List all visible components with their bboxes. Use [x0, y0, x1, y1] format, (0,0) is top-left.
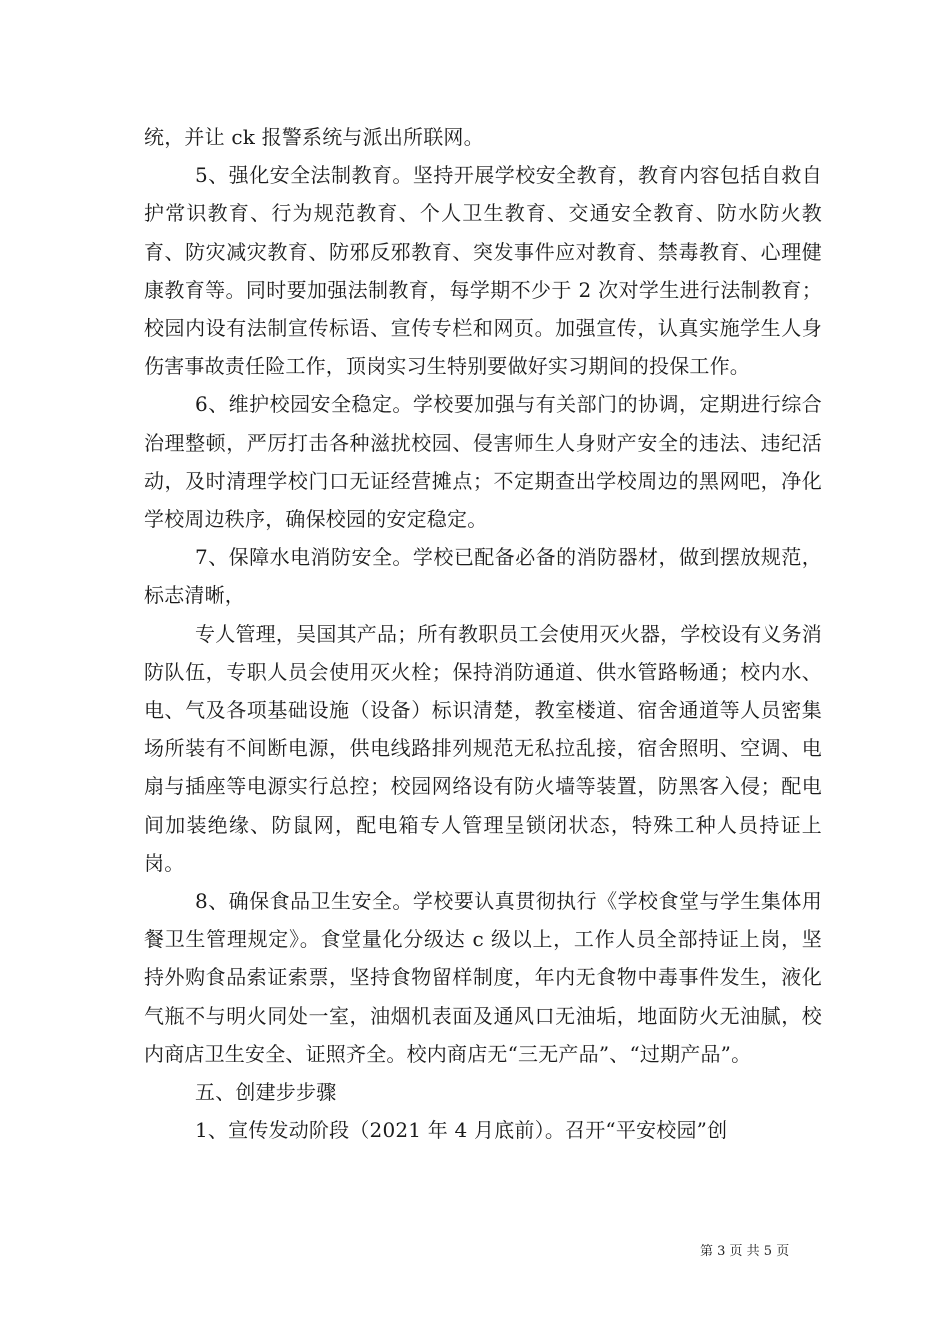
paragraph-item-7-continued: 专人管理，吴国其产品；所有教职员工会使用灭火器，学校设有义务消防队伍，专职人员会使用灭火栓；保持消防通道、供水管路畅通；校内水、电、气及各项基础设施（设备）标识清楚，教室楼道、宿舍通道等人员密集场所装有不间断电源，供电线路排列规范无私拉乱接，宿舍照明、空调、电扇与插座等电源实行总控；校园网络设有防火墙等装置，防黑客入侵；配电间加装绝缘、防鼠网，配电箱专人管理呈锁闭状态，特殊工种人员持证上岗。: [144, 621, 822, 875]
paragraph-continuation: 统，并让 ck 报警系统与派出所联网。: [144, 125, 484, 149]
paragraph-item-6: 6、维护校园安全稳定。学校要加强与有关部门的协调，定期进行综合治理整顿，严厉打击各种滋扰校园、侵害师生人身财产安全的违法、违纪活动，及时清理学校门口无证经营摊点；不定期查出学校周边的黑网吧，净化学校周边秩序，确保校园的安定稳定。: [144, 392, 822, 532]
paragraph-step-1: 1、宣传发动阶段（2021 年 4 月底前）。召开“平安校园”创: [195, 1118, 728, 1143]
document-body: [144, 118, 822, 1149]
paragraph-item-5: 5、强化安全法制教育。坚持开展学校安全教育，教育内容包括自救自护常识教育、行为规范教育、个人卫生教育、交通安全教育、防水防火教育、防灾减灾教育、防邪反邪教育、突发事件应对教育、禁毒教育、心理健康教育等。同时要加强法制教育，每学期不少于 2 次对学生进行法制教育；校园内设有法制宣传标语、宣传专栏和网页。加强宣传，认真实施学生人身伤害事故责任险工作，顶岗实习生特别要做好实习期间的投保工作。: [144, 163, 822, 379]
page-number-footer: 第 3 页 共 5 页: [700, 1244, 790, 1259]
paragraph-item-8: 8、确保食品卫生安全。学校要认真贯彻执行《学校食堂与学生集体用餐卫生管理规定》。食堂量化分级达 c 级以上，工作人员全部持证上岗，坚持外购食品索证索票，坚持食物留样制度，年内无食物中毒事件发生，液化气瓶不与明火同处一室，油烟机表面及通风口无油垢，地面防火无油腻，校内商店卫生安全、证照齐全。校内商店无“三无产品”、“过期产品”。: [144, 889, 822, 1066]
section-heading-5: 五、创建步步骤: [195, 1080, 337, 1105]
paragraph-item-7: 7、保障水电消防安全。学校已配备必备的消防器材，做到摆放规范，标志清晰，: [144, 545, 822, 608]
